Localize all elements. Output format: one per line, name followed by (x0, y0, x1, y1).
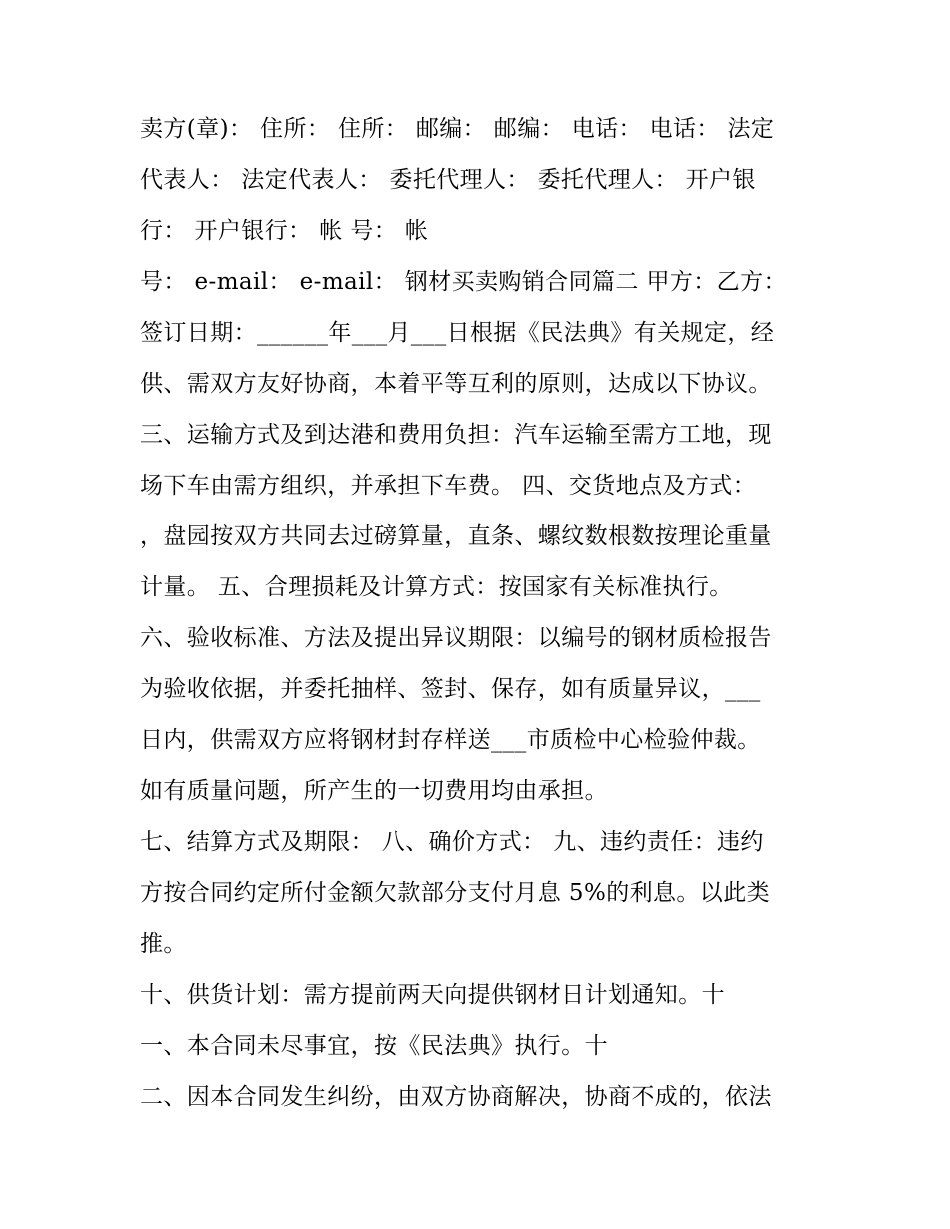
text-line: 为验收依据，并委托抽样、签封、保存，如有质量异议，___ (140, 676, 761, 702)
text-line: 签订日期：______年___月___日根据《民法典》有关规定，经 (140, 320, 775, 346)
text-line: 场下车由需方组织，并承担下车费。 四、交货地点及方式： (140, 473, 757, 499)
text-line: 行： 开户银行： 帐 号： 帐 (140, 218, 429, 244)
text-line: 如有质量问题，所产生的一切费用均由承担。 (140, 778, 608, 804)
text-line: 十、供货计划：需方提前两天向提供钢材日计划通知。十 (140, 982, 725, 1008)
text-line: 三、运输方式及到达港和费用负担：汽车运输至需方工地，现 (140, 422, 772, 448)
text-line: 日内，供需双方应将钢材封存样送___市质检中心检验仲裁。 (140, 727, 761, 753)
text-line: ，盘园按双方共同去过磅算量，直条、螺纹数根数按理论重量 (140, 523, 772, 549)
text-line: 一、本合同未尽事宜，按《民法典》执行。十 (140, 1033, 608, 1059)
text-line: 供、需双方友好协商，本着平等互利的原则，达成以下协议。 (140, 371, 772, 397)
text-line: 方按合同约定所付金额欠款部分支付月息 5%的利息。以此类 (140, 880, 770, 906)
text-line: 计量。 五、合理损耗及计算方式：按国家有关标准执行。 (140, 574, 733, 600)
text-line: 推。 (140, 931, 187, 957)
text-line: 号： e-mail： e-mail： 钢材买卖购销合同篇二 甲方：乙方： (140, 269, 787, 295)
text-line: 卖方(章)： 住所： 住所： 邮编： 邮编： 电话： 电话： 法定 (140, 116, 775, 142)
text-line: 六、验收标准、方法及提出异议期限：以编号的钢材质检报告 (140, 625, 772, 651)
text-line: 七、结算方式及期限： 八、确价方式： 九、违约责任：违约 (140, 829, 764, 855)
text-line: 二、因本合同发生纠纷，由双方协商解决，协商不成的，依法 (140, 1084, 772, 1110)
text-line: 代表人： 法定代表人： 委托代理人： 委托代理人： 开户银 (140, 167, 756, 193)
